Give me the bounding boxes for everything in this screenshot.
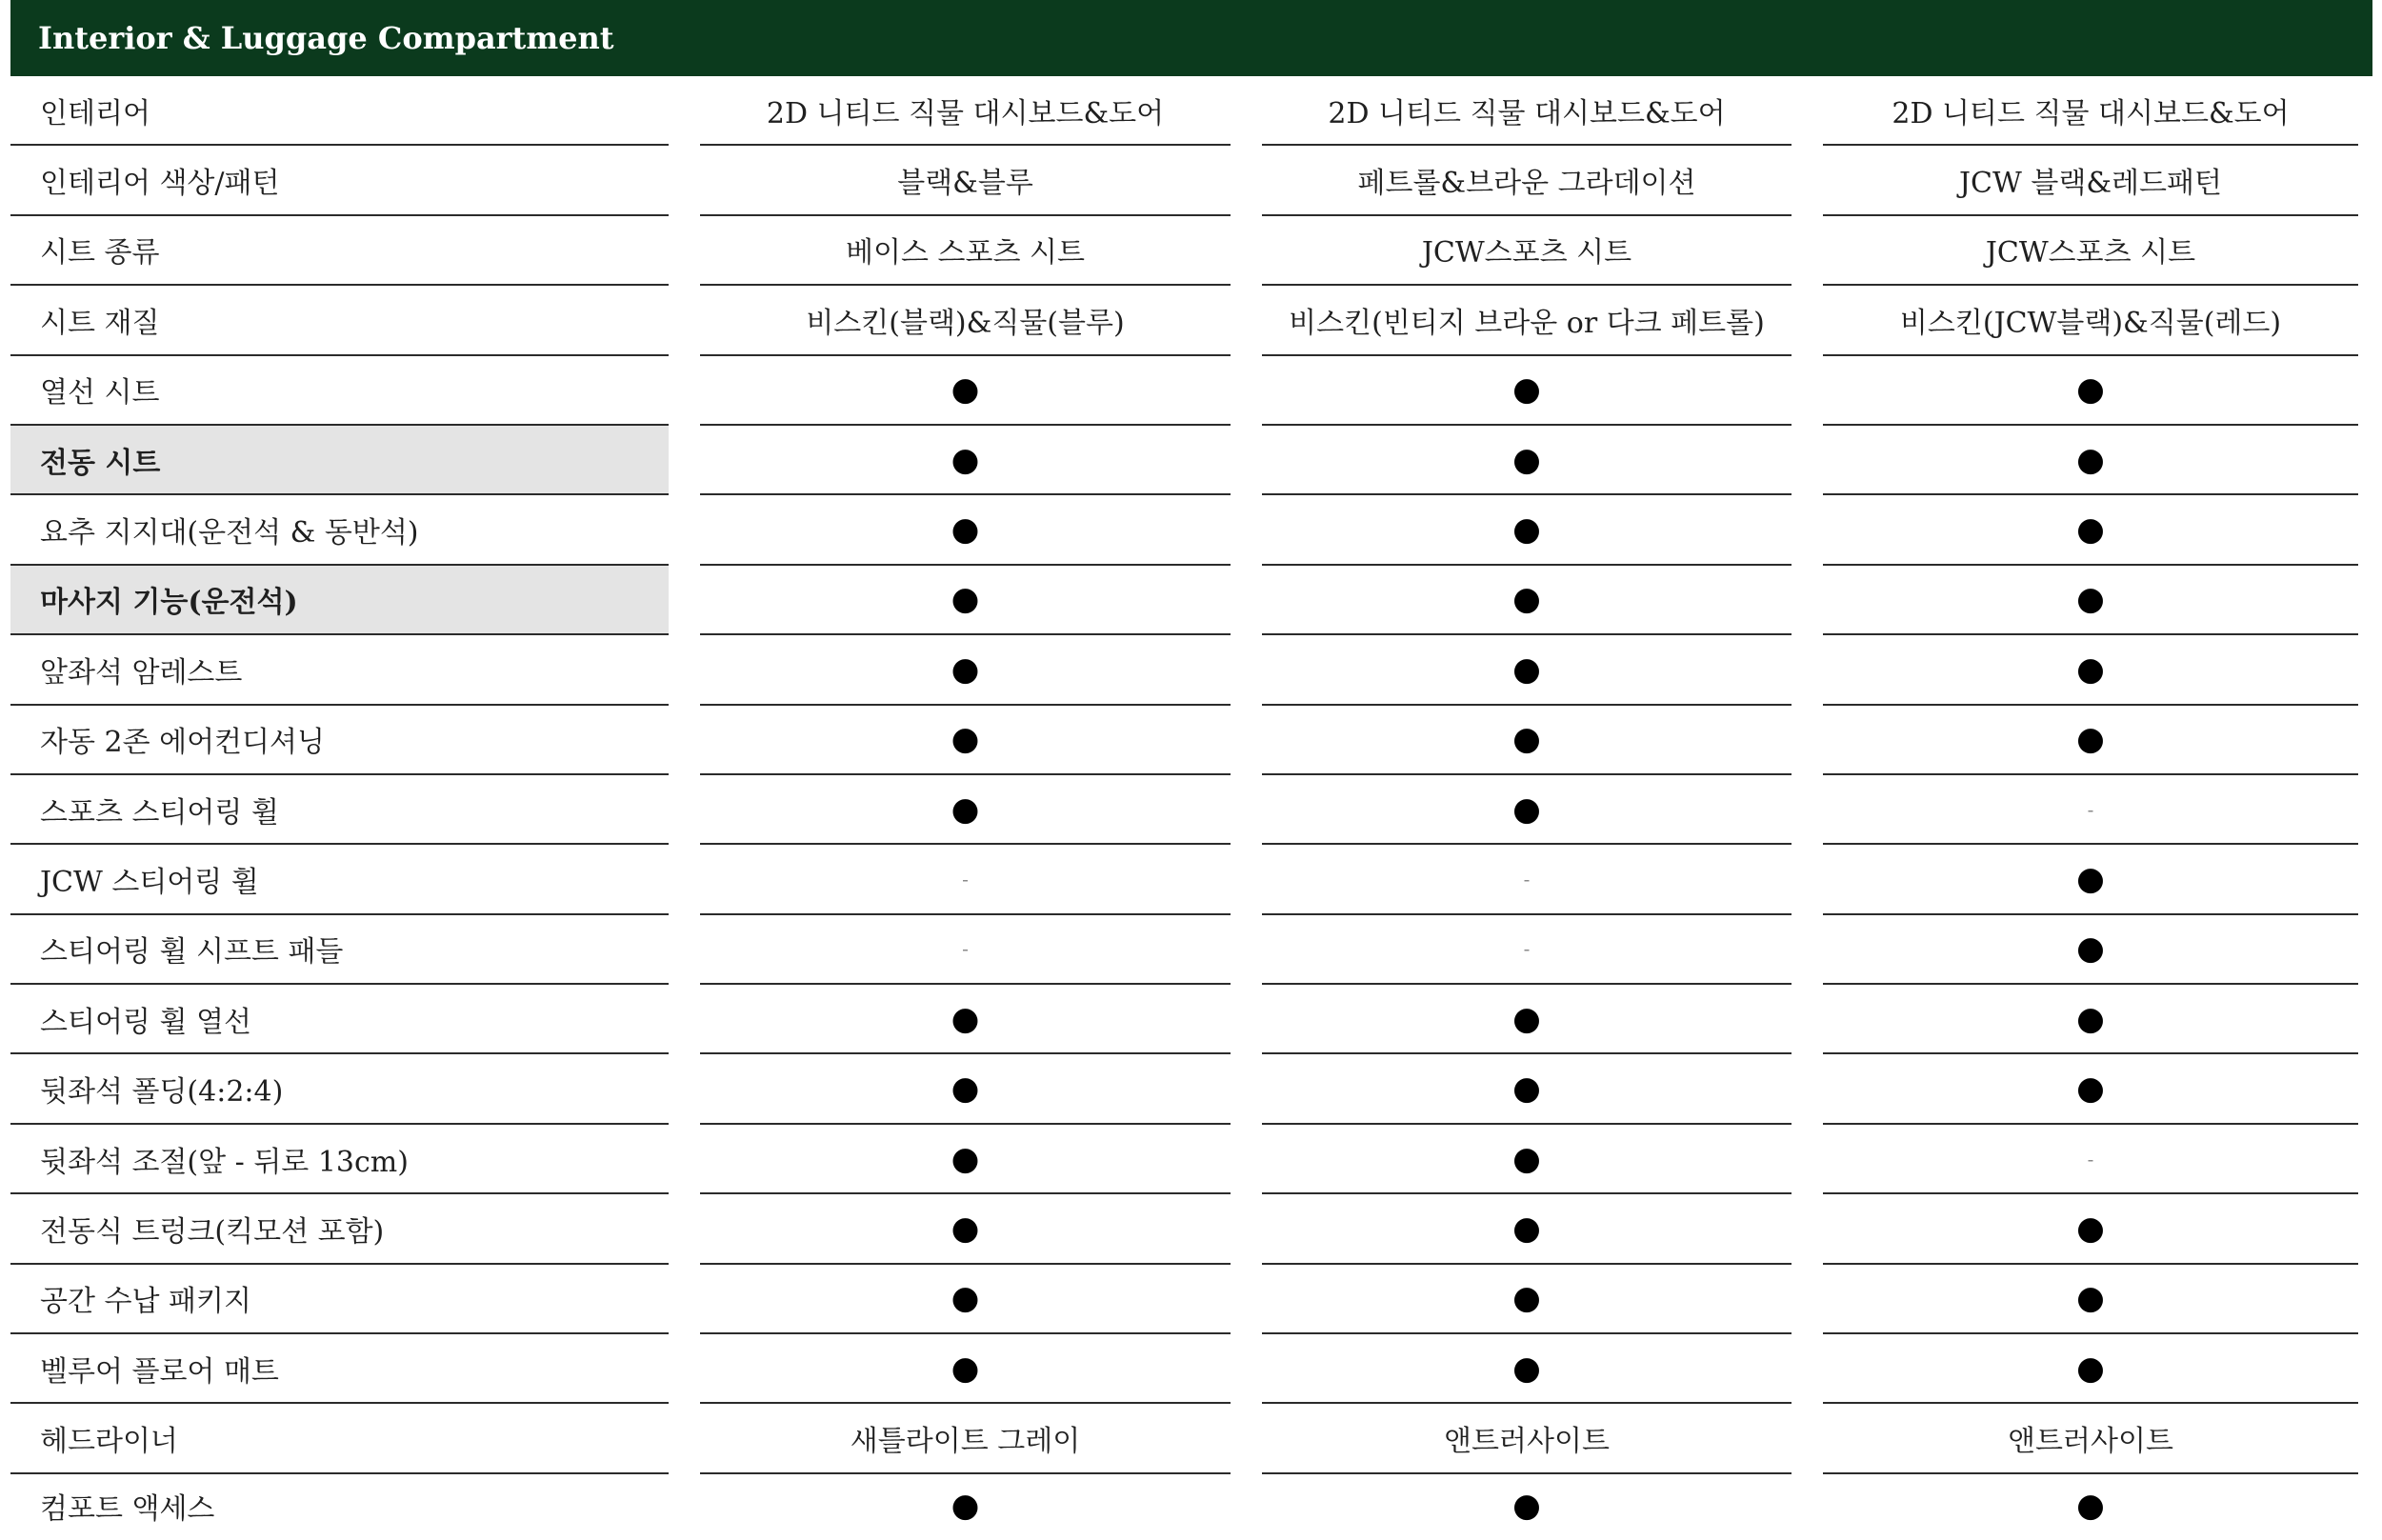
trim-3-value-cell (1823, 1265, 2358, 1334)
trim-2-value-cell (1262, 566, 1792, 635)
standard-dot: ● (2076, 440, 2105, 479)
standard-dot: ● (2076, 1349, 2105, 1388)
standard-dot: ● (1512, 580, 1541, 619)
standard-dot: ● (951, 1139, 980, 1178)
spec-value-text: 비스킨(블랙)&직물(블루) (806, 306, 1125, 340)
row-label-cell (10, 566, 669, 635)
standard-dot: ● (1512, 790, 1541, 829)
trim-3-value-cell (1823, 1404, 2358, 1473)
trim-1-value-cell (700, 1265, 1231, 1334)
spec-value-text: JCW 블랙&레드패턴 (1959, 167, 2222, 201)
standard-dot: ● (951, 1486, 980, 1525)
trim-2-value-cell (1262, 76, 1792, 146)
standard-dot: ● (951, 999, 980, 1038)
trim-1-value-cell (700, 635, 1231, 705)
standard-dot: ● (1512, 370, 1541, 410)
row-label-cell (10, 495, 669, 565)
trim-3-value-cell (1823, 566, 2358, 635)
standard-dot: ● (2076, 930, 2105, 969)
row-label: 컴포트 액세스 (40, 1491, 215, 1526)
trim-1-value-cell (700, 985, 1231, 1054)
standard-dot: ● (1512, 1486, 1541, 1525)
section-header-bar (10, 0, 2372, 76)
standard-dot: ● (1512, 720, 1541, 759)
trim-2-value-cell (1262, 216, 1792, 286)
row-label: 스티어링 휠 시프트 패들 (40, 935, 344, 970)
spec-value-text: 2D 니티드 직물 대시보드&도어 (1328, 96, 1726, 130)
trim-2-value-cell (1262, 985, 1792, 1054)
row-label: 열선 시트 (40, 376, 160, 410)
standard-dot: ● (1512, 999, 1541, 1038)
trim-2-value-cell (1262, 1054, 1792, 1124)
spec-value-text: JCW스포츠 시트 (1985, 236, 2196, 270)
row-label-cell (10, 1054, 669, 1124)
spec-row (0, 76, 2382, 146)
not-available-dash: - (2087, 1147, 2094, 1170)
standard-dot: ● (951, 370, 980, 410)
trim-1-value-cell (700, 1194, 1231, 1264)
trim-2-value-cell (1262, 146, 1792, 215)
trim-3-value-cell (1823, 775, 2358, 845)
spec-row (0, 566, 2382, 635)
standard-dot: ● (2076, 370, 2105, 410)
row-label-cell (10, 1265, 669, 1334)
standard-dot: ● (2076, 510, 2105, 550)
trim-3-value-cell (1823, 1334, 2358, 1404)
spec-row (0, 1404, 2382, 1473)
row-label: 공간 수납 패키지 (40, 1285, 251, 1319)
trim-2-value-cell (1262, 1474, 1792, 1537)
spec-row (0, 1265, 2382, 1334)
spec-value-text: 2D 니티드 직물 대시보드&도어 (1892, 96, 2290, 130)
row-label-cell (10, 286, 669, 355)
standard-dot: ● (1512, 1349, 1541, 1388)
row-label-cell (10, 706, 669, 775)
standard-dot: ● (951, 440, 980, 479)
row-label: 뒷좌석 폴딩(4:2:4) (40, 1075, 284, 1110)
standard-dot: ● (2076, 1070, 2105, 1109)
row-label: 자동 2존 에어컨디셔닝 (40, 726, 325, 760)
standard-dot: ● (2076, 580, 2105, 619)
spec-row (0, 775, 2382, 845)
section-title: Interior & Luggage Compartment (38, 20, 614, 56)
spec-row (0, 1474, 2382, 1537)
trim-2-value-cell (1262, 1125, 1792, 1194)
spec-row (0, 635, 2382, 705)
trim-2-value-cell (1262, 286, 1792, 355)
row-label: 시트 재질 (40, 306, 160, 340)
trim-1-value-cell (700, 775, 1231, 845)
trim-1-value-cell (700, 706, 1231, 775)
standard-dot: ● (951, 1279, 980, 1318)
row-label-cell (10, 775, 669, 845)
trim-1-value-cell (700, 566, 1231, 635)
not-available-dash: - (1523, 867, 1531, 890)
trim-2-value-cell (1262, 356, 1792, 426)
row-label-cell (10, 1404, 669, 1473)
spec-value-text: JCW스포츠 시트 (1421, 236, 1632, 270)
spec-value-text: 페트롤&브라운 그라데이션 (1357, 167, 1696, 201)
trim-3-value-cell (1823, 146, 2358, 215)
trim-3-value-cell (1823, 356, 2358, 426)
spec-value-text: 앤트러사이트 (1444, 1425, 1610, 1459)
standard-dot: ● (1512, 1279, 1541, 1318)
spec-value-text: 2D 니티드 직물 대시보드&도어 (766, 96, 1165, 130)
standard-dot: ● (1512, 510, 1541, 550)
spec-value-text: 비스킨(JCW블랙)&직물(레드) (1899, 306, 2282, 340)
standard-dot: ● (1512, 1070, 1541, 1109)
row-label: 스티어링 휠 열선 (40, 1005, 251, 1039)
trim-1-value-cell (700, 915, 1231, 985)
row-label-cell (10, 915, 669, 985)
spec-row (0, 426, 2382, 495)
standard-dot: ● (1512, 440, 1541, 479)
trim-1-value-cell (700, 495, 1231, 565)
trim-2-value-cell (1262, 845, 1792, 914)
row-label: 앞좌석 암레스트 (40, 655, 243, 690)
standard-dot: ● (2076, 1486, 2105, 1525)
standard-dot: ● (951, 510, 980, 550)
spec-value-text: 비스킨(빈티지 브라운 or 다크 페트롤) (1289, 306, 1765, 340)
trim-2-value-cell (1262, 1265, 1792, 1334)
row-label-cell (10, 985, 669, 1054)
trim-2-value-cell (1262, 915, 1792, 985)
spec-row (0, 915, 2382, 985)
row-label: 요추 지지대(운전석 & 동반석) (40, 516, 419, 550)
standard-dot: ● (1512, 1209, 1541, 1248)
not-available-dash: - (962, 937, 969, 961)
standard-dot: ● (2076, 1209, 2105, 1248)
row-label: 벨루어 플로어 매트 (40, 1354, 279, 1389)
trim-1-value-cell (700, 146, 1231, 215)
not-available-dash: - (1523, 937, 1531, 961)
trim-3-value-cell (1823, 1194, 2358, 1264)
row-label-cell (10, 216, 669, 286)
standard-dot: ● (951, 1209, 980, 1248)
spec-row (0, 495, 2382, 565)
standard-dot: ● (951, 1070, 980, 1109)
trim-3-value-cell (1823, 286, 2358, 355)
trim-1-value-cell (700, 426, 1231, 495)
spec-row (0, 1125, 2382, 1194)
spec-row (0, 1334, 2382, 1404)
standard-dot: ● (951, 650, 980, 689)
row-label-cell (10, 76, 669, 146)
trim-1-value-cell (700, 216, 1231, 286)
spec-row (0, 356, 2382, 426)
standard-dot: ● (951, 1349, 980, 1388)
row-label-cell (10, 146, 669, 215)
trim-1-value-cell (700, 356, 1231, 426)
trim-3-value-cell (1823, 635, 2358, 705)
spec-value-text: 앤트러사이트 (2008, 1425, 2173, 1459)
standard-dot: ● (951, 580, 980, 619)
trim-1-value-cell (700, 845, 1231, 914)
spec-value-text: 블랙&블루 (897, 167, 1033, 201)
trim-3-value-cell (1823, 495, 2358, 565)
standard-dot: ● (2076, 1279, 2105, 1318)
row-label: JCW 스티어링 휠 (40, 865, 259, 899)
spec-row (0, 216, 2382, 286)
row-label: 마사지 기능(운전석) (40, 586, 298, 620)
trim-3-value-cell (1823, 1054, 2358, 1124)
row-label-cell (10, 845, 669, 914)
standard-dot: ● (1512, 650, 1541, 689)
trim-2-value-cell (1262, 1334, 1792, 1404)
trim-3-value-cell (1823, 1125, 2358, 1194)
row-label: 헤드라이너 (40, 1425, 178, 1459)
not-available-dash: - (962, 867, 969, 890)
spec-row (0, 286, 2382, 355)
row-label: 인테리어 색상/패턴 (40, 167, 280, 201)
row-label-cell (10, 1334, 669, 1404)
trim-2-value-cell (1262, 706, 1792, 775)
trim-1-value-cell (700, 76, 1231, 146)
row-label-cell (10, 1194, 669, 1264)
trim-3-value-cell (1823, 845, 2358, 914)
row-label-cell (10, 1474, 669, 1537)
trim-3-value-cell (1823, 706, 2358, 775)
standard-dot: ● (2076, 859, 2105, 898)
spec-row (0, 1054, 2382, 1124)
spec-row (0, 985, 2382, 1054)
trim-1-value-cell (700, 1404, 1231, 1473)
trim-1-value-cell (700, 286, 1231, 355)
row-label-cell (10, 635, 669, 705)
trim-3-value-cell (1823, 426, 2358, 495)
trim-2-value-cell (1262, 426, 1792, 495)
row-label: 전동 시트 (40, 446, 161, 480)
spec-row (0, 1194, 2382, 1264)
trim-1-value-cell (700, 1474, 1231, 1537)
row-label-cell (10, 1125, 669, 1194)
spec-value-text: 새틀라이트 그레이 (850, 1425, 1081, 1459)
trim-2-value-cell (1262, 495, 1792, 565)
standard-dot: ● (951, 720, 980, 759)
trim-2-value-cell (1262, 635, 1792, 705)
trim-3-value-cell (1823, 76, 2358, 146)
spec-value-text: 베이스 스포츠 시트 (846, 236, 1085, 270)
standard-dot: ● (2076, 650, 2105, 689)
row-label: 인테리어 (40, 96, 150, 130)
not-available-dash: - (2087, 797, 2094, 821)
row-label: 스포츠 스티어링 휠 (40, 795, 279, 830)
row-label-cell (10, 426, 669, 495)
standard-dot: ● (1512, 1139, 1541, 1178)
row-label: 전동식 트렁크(킥모션 포함) (40, 1214, 385, 1249)
row-label: 뒷좌석 조절(앞 - 뒤로 13cm) (40, 1145, 409, 1179)
standard-dot: ● (2076, 999, 2105, 1038)
spec-row (0, 146, 2382, 215)
trim-3-value-cell (1823, 216, 2358, 286)
row-label: 시트 종류 (40, 236, 160, 270)
spec-table (0, 76, 2382, 1537)
standard-dot: ● (2076, 720, 2105, 759)
trim-1-value-cell (700, 1054, 1231, 1124)
trim-2-value-cell (1262, 775, 1792, 845)
spec-row (0, 706, 2382, 775)
spec-row (0, 845, 2382, 914)
standard-dot: ● (951, 790, 980, 829)
trim-3-value-cell (1823, 1474, 2358, 1537)
row-label-cell (10, 356, 669, 426)
trim-3-value-cell (1823, 915, 2358, 985)
trim-2-value-cell (1262, 1194, 1792, 1264)
trim-3-value-cell (1823, 985, 2358, 1054)
trim-2-value-cell (1262, 1404, 1792, 1473)
trim-1-value-cell (700, 1125, 1231, 1194)
trim-1-value-cell (700, 1334, 1231, 1404)
